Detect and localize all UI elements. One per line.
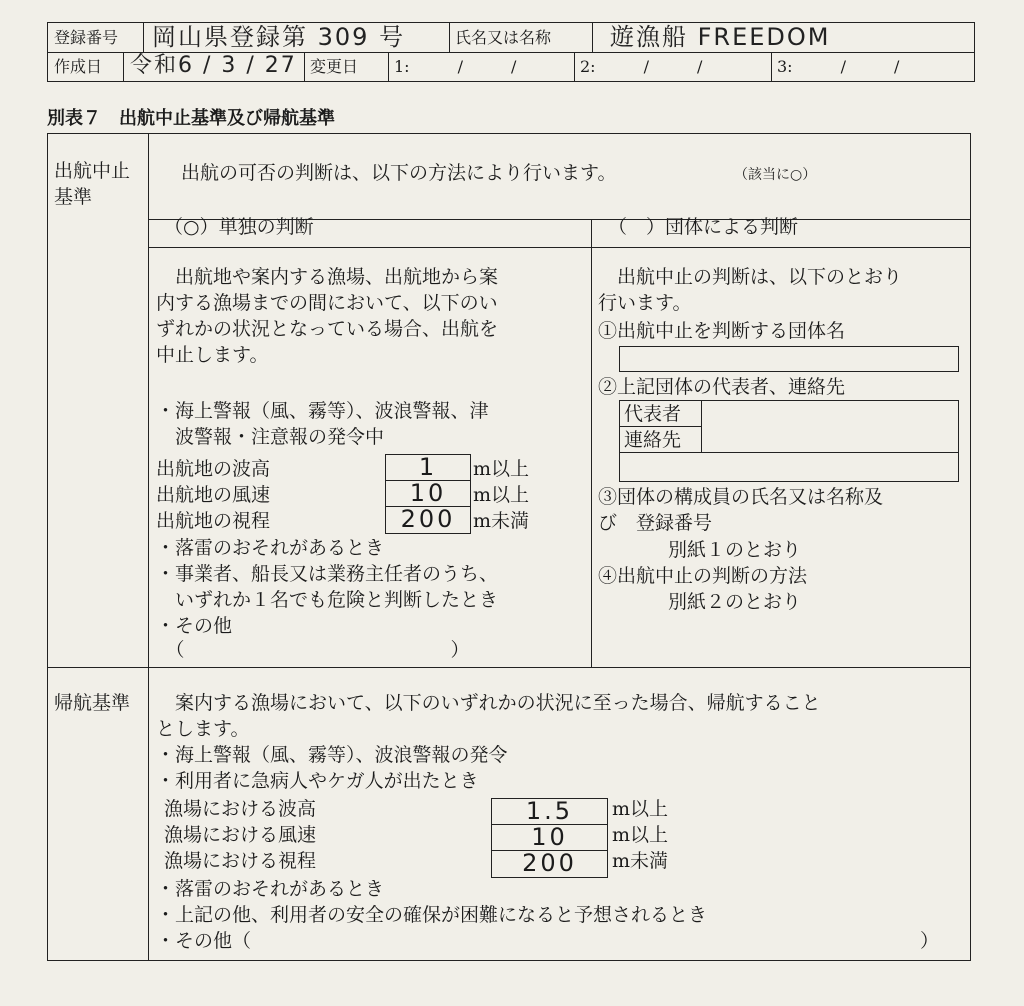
suspend-row-label: 出航中止: [54, 160, 131, 182]
wind-speed-value: 10: [409, 479, 447, 507]
return-bullet-other: ・その他（: [156, 930, 252, 952]
created-date-label: 作成日: [54, 57, 103, 76]
group-paragraph-line: 出航中止の判断は、以下のとおり: [598, 266, 903, 288]
single-paragraph-line: 出航地や案内する漁場、出航地から案: [156, 266, 499, 288]
criteria-table: [47, 133, 971, 961]
return-criteria-value-box: [491, 798, 608, 878]
group-item-3-cont: び 登録番号: [598, 512, 713, 534]
return-bullet-other-close: ）: [920, 930, 940, 952]
option-group-judgment: （ ）団体による判断: [608, 216, 799, 238]
return-criteria-unit: m以上: [612, 798, 669, 820]
name-label: 氏名又は名称: [455, 28, 552, 47]
section-title: 別表７ 出航中止基準及び帰航基準: [47, 108, 335, 129]
return-wave-height-value: 1.5: [525, 797, 574, 825]
return-paragraph-cont: とします。: [156, 718, 250, 740]
criteria-unit: m以上: [473, 458, 530, 480]
group-item-4: ④出航中止の判断の方法: [598, 565, 808, 587]
name-value: 遊漁船 FREEDOM: [610, 23, 831, 51]
condition-bullet: いずれか１名でも危険と判断したとき: [156, 589, 499, 611]
return-bullet: ・利用者に急病人やケガ人が出たとき: [156, 770, 479, 792]
option-single-judgment: （○）単独の判断: [164, 216, 314, 238]
group-item-3: ③団体の構成員の氏名又は名称及: [598, 486, 884, 508]
suspend-row-label-2: 基準: [54, 186, 93, 208]
group-item-4-ref: 別紙２のとおり: [668, 591, 802, 613]
reg-number-label: 登録番号: [54, 28, 119, 47]
reg-number-value: 岡山県登録第 309 号: [152, 23, 406, 51]
change-date-3: 3: / /: [777, 57, 900, 76]
group-paragraph-line: 行います。: [598, 292, 692, 314]
criteria-label: 出航地の波高: [156, 458, 271, 480]
group-name-box: [619, 346, 959, 372]
warning-bullet-cont: 波警報・注意報の発令中: [156, 426, 385, 448]
criteria-label: 出航地の視程: [156, 510, 271, 532]
group-item-3-ref: 別紙１のとおり: [668, 539, 802, 561]
criteria-label: 出航地の風速: [156, 484, 271, 506]
return-row-label: 帰航基準: [54, 692, 131, 714]
return-paragraph: 案内する漁場において、以下のいずれかの状況に至った場合、帰航すること: [156, 692, 821, 714]
condition-bullet: ・その他: [156, 615, 233, 637]
condition-bullet: ・事業者、船長又は業務主任者のうち、: [156, 563, 499, 585]
return-criteria-label: 漁場における視程: [164, 850, 317, 872]
single-paragraph-line: 内する漁場までの間において、以下のい: [156, 292, 498, 314]
return-bullet: ・海上警報（風、霧等）、波浪警報の発令: [156, 744, 508, 766]
condition-bullet: ・落雷のおそれがあるとき: [156, 537, 385, 559]
representative-box: [619, 400, 959, 482]
return-criteria-label: 漁場における波高: [164, 798, 317, 820]
criteria-value-box: [385, 454, 471, 534]
created-date-value: 令和6 / 3 / 27: [130, 53, 297, 78]
warning-bullet: ・海上警報（風、霧等）、波浪警報、津: [156, 400, 489, 422]
criteria-unit: m未満: [473, 510, 530, 532]
suspend-intro: 出航の可否の判断は、以下の方法により行います。: [181, 162, 617, 184]
change-date-1: 1: / /: [394, 57, 517, 76]
visibility-value: 200: [400, 505, 456, 533]
wave-height-value: 1: [418, 453, 438, 481]
single-paragraph-line: ずれかの状況となっている場合、出航を: [156, 318, 499, 340]
single-paragraph-line: 中止します。: [156, 344, 269, 366]
suspend-intro-note: （該当に○）: [734, 167, 817, 183]
group-item-1: ①出航中止を判断する団体名: [598, 320, 846, 342]
change-date-2: 2: / /: [580, 57, 703, 76]
criteria-unit: m以上: [473, 484, 530, 506]
return-criteria-unit: m以上: [612, 824, 669, 846]
return-visibility-value: 200: [522, 849, 577, 877]
return-wind-speed-value: 10: [531, 823, 568, 851]
other-blank: （ ）: [156, 639, 470, 661]
return-criteria-unit: m未満: [612, 850, 669, 872]
return-bullet: ・上記の他、利用者の安全の確保が困難になると予想されるとき: [156, 904, 708, 926]
changed-date-label: 変更日: [310, 57, 359, 76]
registration-table: [47, 22, 975, 82]
return-bullet: ・落雷のおそれがあるとき: [156, 878, 385, 900]
contact-label: 連絡先: [624, 429, 682, 451]
representative-label: 代表者: [624, 403, 682, 425]
group-item-2: ②上記団体の代表者、連絡先: [598, 376, 846, 398]
return-criteria-label: 漁場における風速: [164, 824, 317, 846]
